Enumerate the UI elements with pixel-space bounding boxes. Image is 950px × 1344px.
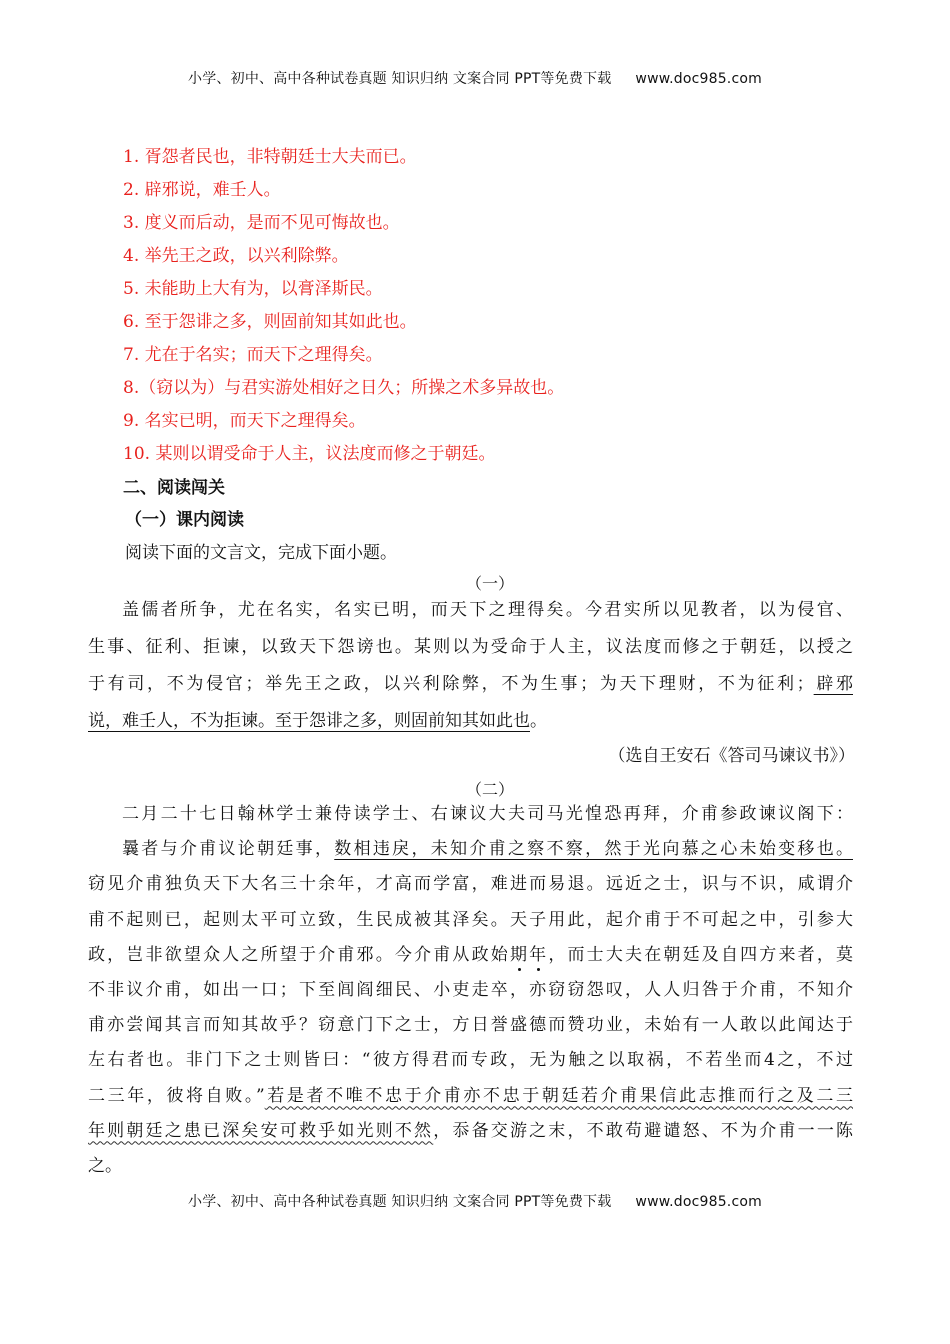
passage2-line: 窃见介甫独负天下大名三十余年，才高而学富，难进而易退。远近之士，识与不识，咸谓介 (88, 874, 853, 895)
passage2-line: 二月二十七日翰林学士兼侍读学士、右谏议大夫司马光惶恐再拜，介甫参政谏议阁下： (122, 804, 853, 824)
page-footer (0, 1191, 950, 1211)
answer-item: 7. 尤在于名实；而天下之理得矣。 (123, 345, 383, 365)
passage1-text: 于有司，不为侵官；举先王之政，以兴利除弊，不为生事；为天下理财，不为征利； (88, 674, 814, 694)
underlined-sentence: 辟邪 (813, 674, 853, 694)
passage2-line: 甫不起则已，起则太平可立致，生民成被其泽矣。天子用此，起介甫于不可起之中，引参大 (88, 909, 853, 930)
answer-item: 8.（窃以为）与君实游处相好之日久；所操之术多异故也。 (123, 378, 565, 398)
wavy-underlined-sentence: 年则朝廷之患已深矣安可救乎如光则不然 (88, 1120, 434, 1141)
answer-item: 1. 胥怨者民也，非特朝廷士大夫而已。 (123, 147, 417, 167)
page-header (0, 68, 950, 88)
passage2-label: （二） (465, 780, 514, 799)
wavy-underlined-sentence: 若是者不唯不忠于介甫亦不忠于朝廷若介甫果信此志推而行之及二三 (264, 1085, 853, 1106)
instruction-text: 阅读下面的文言文，完成下面小题。 (125, 543, 397, 563)
section-heading: 二、阅读闯关 (123, 478, 225, 498)
passage2-line: 甫亦尝闻其言而知其故乎？窃意门下之士，方日誉盛德而赞功业，未始有一人敢以此闻达于 (88, 1015, 853, 1036)
passage2-line: 左右者也。非门下之士则皆曰：“彼方得君而专政，无为触之以取祸，不若坐而4之，不过 (88, 1050, 853, 1071)
answer-item: 10. 某则以谓受命于人主，议法度而修之于朝廷。 (123, 444, 496, 464)
passage2-text: 政，岂非欲望众人之所望于介甫邪。今介甫从政始 (88, 944, 510, 965)
emphasis-dot-char: 年 (529, 944, 549, 965)
passage1-line (88, 670, 853, 707)
header-text: 小学、初中、高中各种试卷真题 知识归纳 文案合同 PPT等免费下载 (188, 71, 612, 87)
passage2 (88, 800, 853, 1176)
underlined-sentence: 数相违戾，未知介甫之察不察，然于光向慕之心未始变移也。 (334, 839, 853, 860)
passage1-label: （一） (465, 574, 514, 593)
answer-item: 6. 至于怨诽之多，则固前知其如此也。 (123, 312, 417, 332)
passage2-line: 不非议介甫，如出一口；下至闾阎细民、小吏走卒，亦窃窃怨叹，人人归咎于介甫，不知介 (88, 979, 853, 1000)
answer-item: 2. 辟邪说，难壬人。 (123, 180, 281, 200)
answer-item: 3. 度义而后动，是而不见可悔故也。 (123, 213, 400, 233)
passage1-line (88, 707, 853, 744)
passage2-line (88, 1117, 853, 1152)
answer-list (123, 144, 863, 474)
answer-item: 4. 举先王之政，以兴利除弊。 (123, 246, 349, 266)
passage2-text: ，而士大夫在朝廷及自四方来者，莫 (548, 944, 853, 965)
subsection-heading: （一）课内阅读 (125, 510, 244, 530)
passage2-text: ，忝备交游之末，不敢苟避谴怒、不为介甫一一陈 (433, 1120, 853, 1141)
emphasis-dot-char: 期 (509, 944, 530, 965)
passage1-line: 生事、征利、拒谏，以致天下怨谤也。某则以为受命于人主，议法度而修之于朝廷，以授之 (88, 637, 853, 657)
passage2-text: 曩者与介甫议论朝廷事， (122, 839, 335, 860)
answer-item: 5. 未能助上大有为，以膏泽斯民。 (123, 279, 383, 299)
passage1-text: 。 (530, 711, 547, 731)
passage2-line: 之。 (88, 1155, 122, 1176)
passage2-line (88, 941, 853, 976)
passage2-line (88, 835, 853, 870)
passage1-source: （选自王安石《答司马谏议书》） (608, 746, 855, 766)
footer-site-link[interactable]: www.doc985.com (635, 1194, 762, 1210)
passage1-line: 盖儒者所争，尤在名实，名实已明，而天下之理得矣。今君实所以见教者，以为侵官、 (122, 600, 853, 620)
header-site-link[interactable]: www.doc985.com (635, 71, 762, 87)
footer-text: 小学、初中、高中各种试卷真题 知识归纳 文案合同 PPT等免费下载 (188, 1194, 612, 1210)
passage2-line (88, 1082, 853, 1117)
answer-item: 9. 名实已明，而天下之理得矣。 (123, 411, 366, 431)
passage2-text: 二三年，彼将自败。” (88, 1085, 265, 1106)
passage1 (88, 596, 853, 744)
underlined-sentence: 说，难壬人，不为拒谏。至于怨诽之多，则固前知其如此也 (88, 711, 530, 731)
